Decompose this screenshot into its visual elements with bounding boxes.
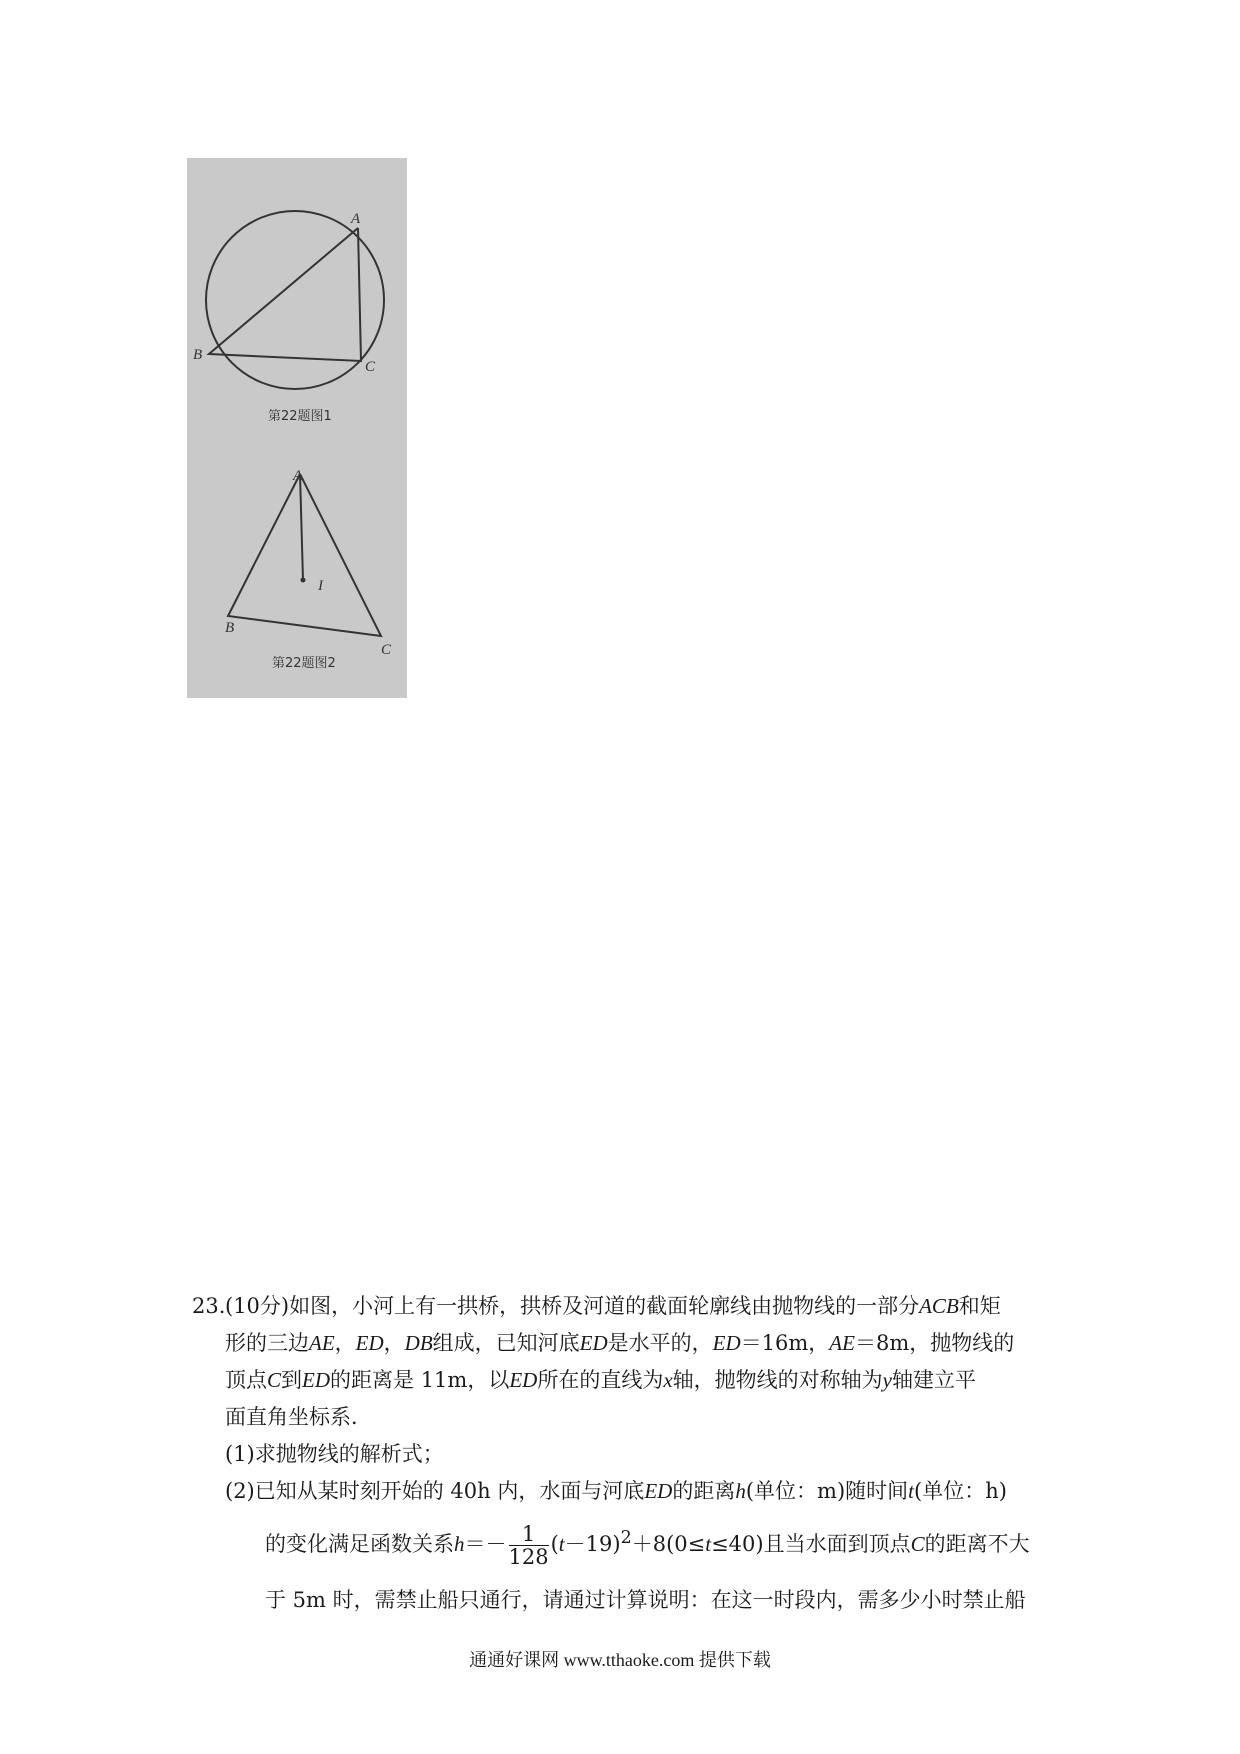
sub-question-1: (1)求抛物线的解析式； xyxy=(225,1442,444,1466)
text: 的距离不大 xyxy=(924,1532,1030,1556)
triangle-abc xyxy=(228,474,381,636)
exponent: 2 xyxy=(620,1528,632,1548)
problem-23 xyxy=(192,1288,1062,1628)
text: 轴建立平 xyxy=(891,1368,976,1392)
text: ( xyxy=(550,1532,559,1556)
math: DB xyxy=(404,1331,433,1355)
math: t xyxy=(558,1532,565,1556)
text: ＋8(0≤ xyxy=(631,1532,706,1556)
text: 轴，抛物线的对称轴为 xyxy=(672,1368,883,1392)
label-a: A xyxy=(351,211,361,227)
text: ＝16m， xyxy=(740,1331,830,1355)
label-c: C xyxy=(381,642,392,658)
problem-line-1 xyxy=(192,1288,1062,1325)
label-a: A xyxy=(293,468,303,484)
text: 到 xyxy=(281,1368,303,1392)
text: (10分)如图，小河上有一拱桥，拱桥及河道的截面轮廓线由抛物线的一部分 xyxy=(225,1294,920,1318)
math: h xyxy=(735,1479,746,1503)
problem-line-2 xyxy=(192,1325,1062,1362)
math: h xyxy=(454,1532,465,1556)
caption-1: 第22题图1 xyxy=(268,409,332,424)
segment-ai xyxy=(300,474,303,580)
text: 的变化满足函数关系 xyxy=(265,1532,454,1556)
point-i xyxy=(301,578,306,583)
fraction-numerator: 1 xyxy=(509,1523,549,1546)
text: 所在的直线为 xyxy=(537,1368,664,1392)
text: (单位：m)随时间 xyxy=(745,1479,909,1503)
math: ED xyxy=(712,1331,741,1355)
text: ＝8m，抛物线的 xyxy=(854,1331,1015,1355)
problem-line-3 xyxy=(192,1362,1062,1399)
label-b: B xyxy=(225,620,235,636)
text: (单位：h) xyxy=(914,1479,1007,1503)
text: 的距离是 11m，以 xyxy=(330,1368,510,1392)
text: －19) xyxy=(564,1532,621,1556)
text: 是水平的， xyxy=(607,1331,713,1355)
text: ＝－ xyxy=(464,1532,507,1556)
figure-1 xyxy=(193,211,384,424)
sub-question-2-line-3: 于 5m 时，需禁止船只通行，请通过计算说明：在这一时段内，需多少小时禁止船 xyxy=(265,1588,1026,1612)
math: x xyxy=(663,1368,673,1392)
fraction xyxy=(509,1523,549,1568)
text: ， xyxy=(334,1331,356,1355)
math: ED xyxy=(509,1368,538,1392)
math: C xyxy=(267,1368,282,1392)
text: 形的三边 xyxy=(225,1331,309,1355)
text: ≤40)且当水面到顶点 xyxy=(711,1532,911,1556)
math: ED xyxy=(302,1368,331,1392)
math: ED xyxy=(355,1331,384,1355)
question-number: 23. xyxy=(192,1294,226,1318)
geometry-figures xyxy=(187,158,407,698)
figure-2 xyxy=(225,468,392,671)
sub-question-2-formula-line xyxy=(192,1510,1062,1572)
caption-2: 第22题图2 xyxy=(272,656,336,671)
footer-source: 通通好课网 www.tthaoke.com 提供下载 xyxy=(469,1650,771,1670)
math: C xyxy=(910,1532,925,1556)
math: ED xyxy=(579,1331,608,1355)
text: 组成，已知河底 xyxy=(432,1331,580,1355)
math: AE xyxy=(309,1331,335,1355)
text: (2)已知从某时刻开始的 40h 内，水面与河底 xyxy=(225,1479,645,1503)
math: t xyxy=(705,1532,712,1556)
sub-question-2 xyxy=(192,1473,1062,1510)
fraction-denominator: 128 xyxy=(508,1545,549,1569)
math: y xyxy=(882,1368,892,1392)
math: t xyxy=(908,1479,914,1503)
scanned-figures xyxy=(187,158,407,698)
text: 的距离 xyxy=(672,1479,736,1503)
triangle-abc xyxy=(209,228,361,361)
label-i: I xyxy=(318,578,323,594)
math: ED xyxy=(644,1479,673,1503)
label-b: B xyxy=(193,347,203,363)
text: 和矩 xyxy=(958,1294,1001,1318)
math: AE xyxy=(829,1331,855,1355)
math-acb: ACB xyxy=(919,1294,959,1318)
label-c: C xyxy=(365,359,376,375)
text: 顶点 xyxy=(225,1368,267,1392)
text: ， xyxy=(383,1331,405,1355)
problem-line-4: 面直角坐标系． xyxy=(225,1405,372,1429)
